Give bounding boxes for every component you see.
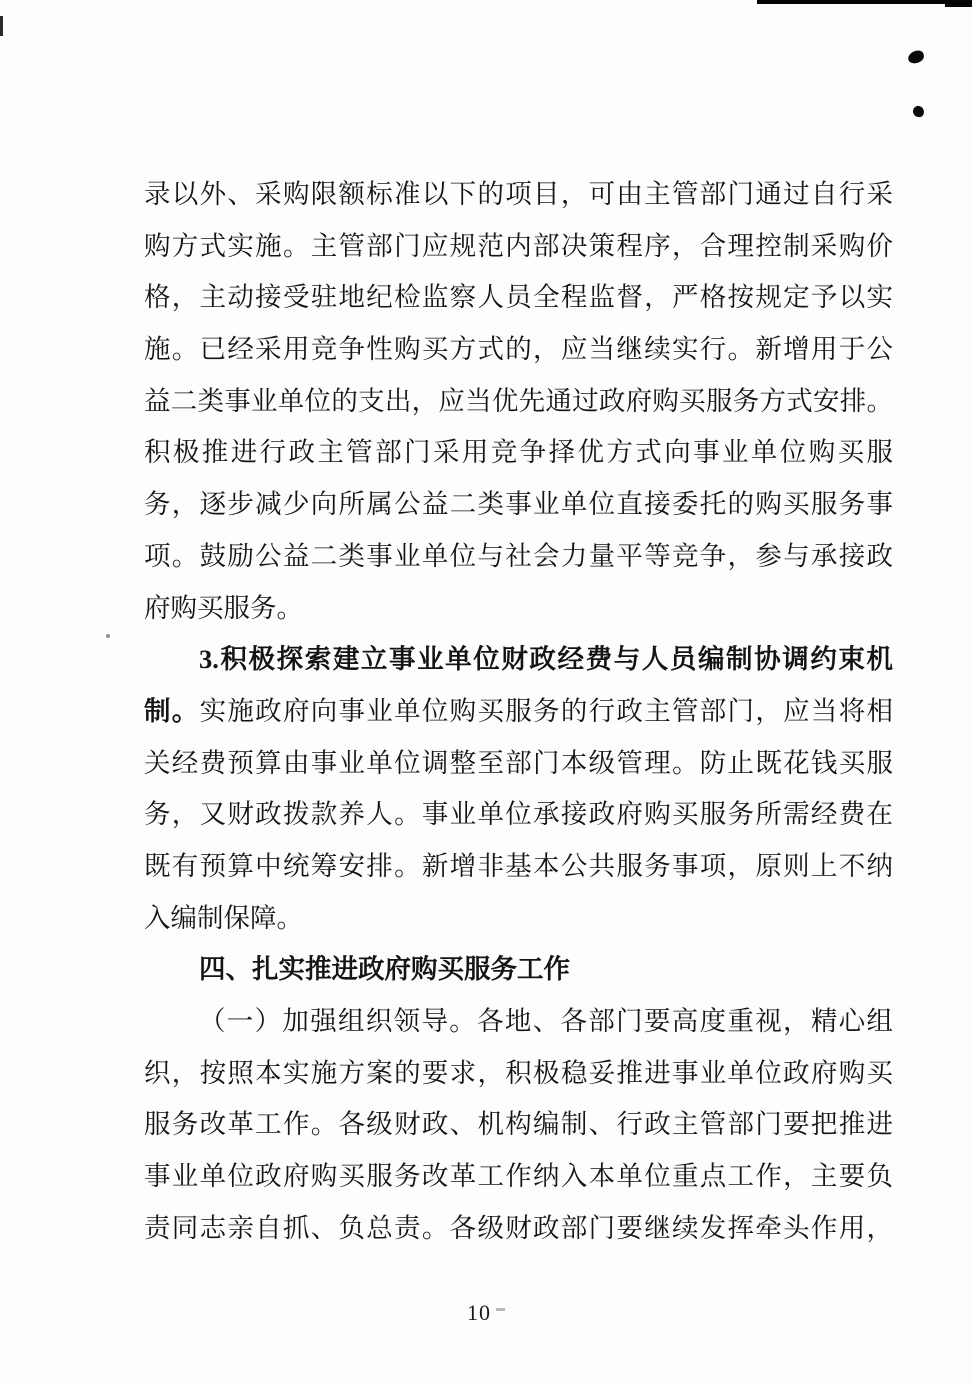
text-line xyxy=(144,686,893,738)
text-line xyxy=(144,324,893,376)
scan-edge-artifact-top xyxy=(757,0,947,4)
text-line xyxy=(144,376,893,428)
text-line xyxy=(144,272,893,324)
text-segment: 织，按照本实施方案的要求，积极稳妥推进事业单位政府购买 xyxy=(144,1057,893,1088)
text-segment: 项。鼓励公益二类事业单位与社会力量平等竞争，参与承接政 xyxy=(144,540,893,571)
text-segment: 事业单位政府购买服务改革工作纳入本单位重点工作，主要负 xyxy=(144,1161,893,1192)
ink-speck-icon xyxy=(907,49,926,65)
text-segment: 既有预算中统筹安排。新增非基本公共服务事项，原则上不纳 xyxy=(144,850,893,881)
text-segment: 务，逐步减少向所属公益二类事业单位直接委托的购买服务事 xyxy=(144,489,893,520)
text-segment: 录以外、采购限额标准以下的项目，可由主管部门通过自行采 xyxy=(144,179,893,209)
text-segment: 务，又财政拨款养人。事业单位承接政府购买服务所需经费在 xyxy=(144,799,893,830)
text-segment: 府购买服务。 xyxy=(144,592,303,623)
document-body xyxy=(144,169,893,1254)
scan-edge-artifact-left xyxy=(0,16,3,36)
text-line xyxy=(144,221,893,273)
bold-text-segment: 制。 xyxy=(144,695,200,726)
text-line xyxy=(144,1203,893,1255)
text-segment: 责同志亲自抓、负总责。各级财政部门要继续发挥牵头作用， xyxy=(144,1212,893,1243)
text-segment: 服务改革工作。各级财政、机构编制、行政主管部门要把推进 xyxy=(144,1109,893,1140)
page-number-smudge xyxy=(496,1308,505,1311)
text-segment: （一）加强组织领导。各地、各部门要高度重视，精心组 xyxy=(199,1006,893,1036)
text-line xyxy=(144,789,893,841)
text-segment: 实施政府向事业单位购买服务的行政主管部门，应当将相 xyxy=(199,695,893,726)
text-segment: 关经费预算由事业单位调整至部门本级管理。防止既花钱买服 xyxy=(144,747,893,778)
text-line xyxy=(144,427,893,479)
text-line xyxy=(144,893,893,945)
text-segment: 施。已经采用竞争性购买方式的，应当继续实行。新增用于公 xyxy=(144,334,893,365)
text-segment: 入编制保障。 xyxy=(144,902,303,933)
page-number xyxy=(0,1300,972,1326)
bold-text-segment: 3.积极探索建立事业单位财政经费与人员编制协调约束机 xyxy=(199,644,893,675)
text-segment: 积极推进行政主管部门采用竞争择优方式向事业单位购买服 xyxy=(144,437,893,468)
scan-edge-artifact-top-corner xyxy=(945,0,972,7)
text-line xyxy=(144,1099,893,1151)
faint-dot-artifact xyxy=(106,634,110,638)
bold-text-segment: 四、扎实推进政府购买服务工作 xyxy=(199,954,570,985)
text-line xyxy=(144,169,893,221)
text-line xyxy=(144,738,893,790)
text-line xyxy=(144,996,893,1048)
text-line xyxy=(144,944,893,996)
page-number-text: 10 xyxy=(467,1300,491,1325)
ink-speck-icon xyxy=(912,105,925,118)
text-line xyxy=(144,1048,893,1100)
text-line xyxy=(144,634,893,686)
text-segment: 格，主动接受驻地纪检监察人员全程监督，严格按规定予以实 xyxy=(144,282,893,313)
text-line xyxy=(144,1151,893,1203)
text-line xyxy=(144,583,893,635)
text-segment: 购方式实施。主管部门应规范内部决策程序，合理控制采购价 xyxy=(144,230,893,261)
text-line xyxy=(144,841,893,893)
text-segment: 益二类事业单位的支出，应当优先通过政府购买服务方式安排。 xyxy=(144,385,893,416)
text-line xyxy=(144,479,893,531)
text-line xyxy=(144,531,893,583)
